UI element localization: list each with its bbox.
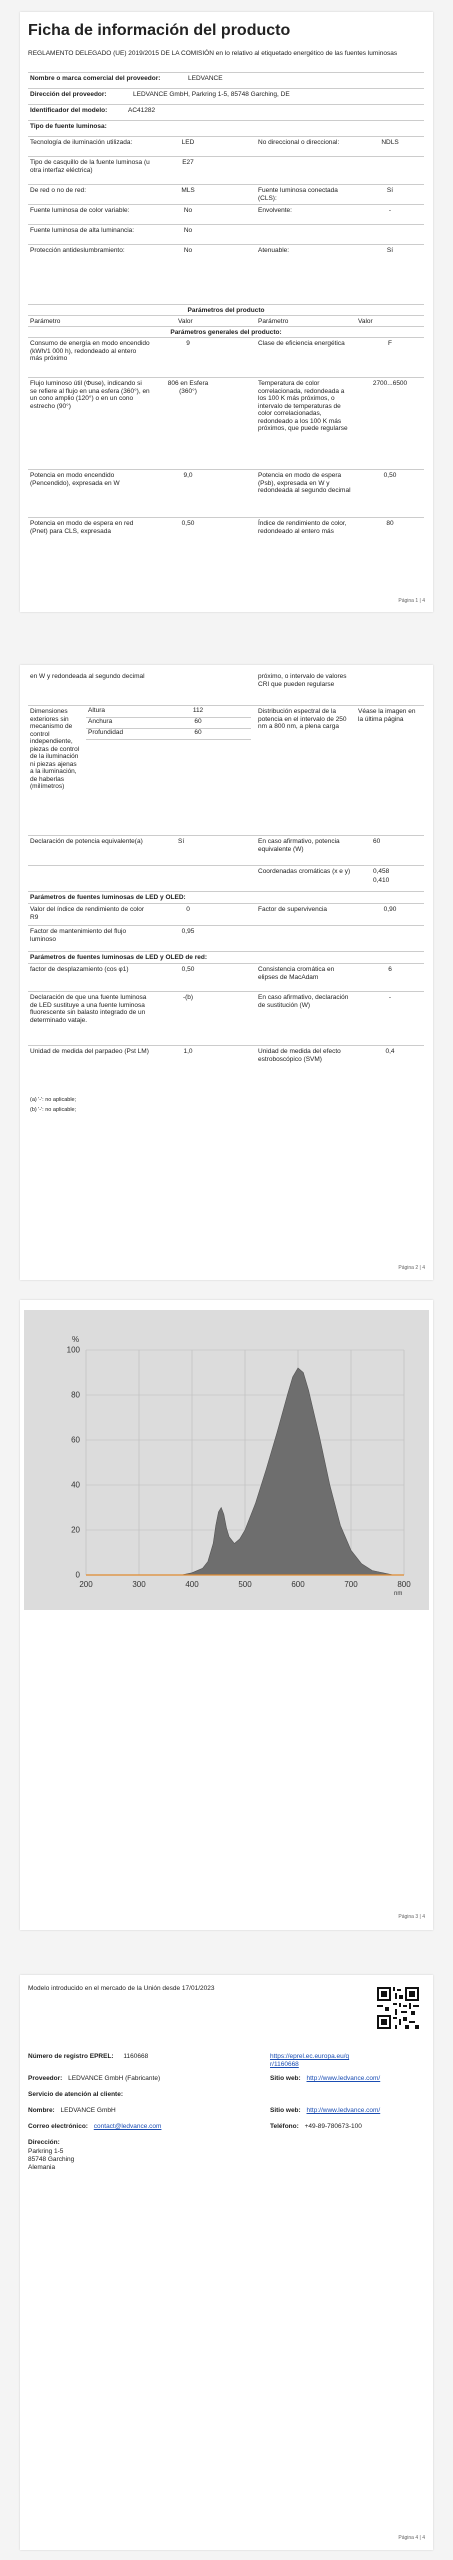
x-tick-label: 700 [344,1580,358,1589]
param-label: En caso afirmativo, declaración de sustitución (W) [258,994,349,1009]
service-website-row [270,2107,380,2114]
table-row [28,136,424,155]
continuation-row [28,671,424,701]
param-value: No [183,227,193,234]
qr-code-icon [375,1985,421,2031]
param-label: Factor de mantenimiento del flujo luminoso [30,928,127,943]
param-label: Valor del índice de rendimiento de color R9 [30,906,145,921]
page-1 [20,12,433,612]
continuation-left: en W y redondeada al segundo decimal [30,673,145,680]
service-website-label: Sitio web: [270,2107,301,2114]
note-b: (b) '-': no aplicable; [30,1107,77,1113]
eprel-row [28,2053,148,2060]
param-label: Unidad de medida del efecto estroboscópico (SVM) [258,1048,341,1063]
page-title: Ficha de información del producto [28,22,291,39]
phone-label: Teléfono: [270,2123,299,2130]
page-number: Página 3 | 4 [398,1914,425,1920]
dimension-name: Anchura [88,718,113,725]
dimension-value: 60 [194,718,202,725]
param-label: Factor de supervivencia [258,906,328,913]
supplier-name-value: LEDVANCE [188,75,223,82]
phone-row [270,2123,362,2130]
service-name-value: LEDVANCE GmbH [60,2107,116,2114]
table-row [28,377,424,468]
param-label: Consumo de energía en modo encendido (kWh/1 000 h), redondeado al entero más próximo [30,340,150,362]
table-row [28,156,424,183]
param-label: Declaración de que una fuente luminosa de LED sustituye a una fuente luminosa fluorescente sin balasto integrado de un determinado vataje. [30,994,147,1024]
param-value: F [388,340,392,347]
model-label: Identificador del modelo: [30,107,108,114]
address-line: 85748 Garching [28,2156,75,2163]
table-row [28,184,424,203]
phone-value: +49-89-780673-100 [304,2123,362,2130]
service-header: Servicio de atención al cliente: [28,2091,124,2098]
chroma-row [28,865,424,888]
table-row [28,517,424,558]
type-header-row [28,120,424,133]
website-link[interactable]: http://www.ledvance.com/ [306,2075,381,2082]
model-row [28,104,424,117]
param-value: No [183,247,193,254]
supplier-name-label: Nombre o marca comercial del proveedor: [30,75,161,82]
supplier-label: Proveedor: [28,2075,63,2082]
email-link[interactable]: contact@ledvance.com [93,2123,162,2130]
table-row [28,903,424,924]
dimensions-row [28,705,424,832]
supplier-value: LEDVANCE GmbH (Fabricante) [68,2075,161,2082]
param-label: Potencia en modo encendido (Pencendido), expresada en W [30,472,120,487]
supplier-address-row [28,88,424,101]
param-value: 0,50 [181,966,195,973]
param-label: Clase de eficiencia energética [258,340,345,347]
supplier-row [28,2075,160,2082]
x-tick-label: 200 [79,1580,93,1589]
x-axis-unit: nm [394,1591,403,1597]
led-mains-header: Parámetros de fuentes luminosas de LED y OLED de red: [30,954,207,961]
x-tick-label: 600 [291,1580,305,1589]
led-mains-header-row [28,951,424,962]
spectral-value: Véase la imagen en la última página [358,708,416,723]
y-tick-label: 0 [75,1570,80,1580]
param-label: Potencia en modo de espera en red (Pnet) para CLS, expresada [30,520,134,535]
equivalent-row [28,835,424,864]
value-col-1: Valor [178,318,193,325]
param-value: 0,50 [181,520,195,527]
param-label: Envolvente: [258,207,292,214]
param-label: Unidad de medida del parpadeo (Pst LM) [30,1048,149,1055]
type-header: Tipo de fuente luminosa: [30,123,107,130]
param-value: 9 [186,340,190,347]
general-header: Parámetros generales del producto: [170,329,282,336]
regulation-text: REGLAMENTO DELEGADO (UE) 2019/2015 DE LA COMISIÓN en lo relativo al etiquetado energético de las fuentes luminosas [28,50,398,57]
page-3 [20,1300,433,1930]
param-value: Sí [386,187,394,194]
param-label: Protección antideslumbramiento: [30,247,125,254]
params-header-row [28,304,424,315]
param-value: - [388,994,392,1001]
market-intro: Modelo introducido en el mercado de la Unión desde 17/01/2023 [28,1985,215,1992]
led-header: Parámetros de fuentes luminosas de LED y OLED: [30,894,186,901]
param-col-1: Parámetro [30,318,61,325]
page-number: Página 1 | 4 [398,598,425,604]
param-label: No direccional o direccional: [258,139,340,146]
param-value: Sí [386,247,394,254]
dimension-name: Profundidad [88,729,124,736]
table-row [28,337,424,376]
x-tick-label: 400 [185,1580,199,1589]
param-value: 9,0 [183,472,193,479]
website-row [270,2075,380,2082]
supplier-address-label: Dirección del proveedor: [30,91,107,98]
equivalent-power-value: 60 [373,838,381,845]
service-name-label: Nombre: [28,2107,55,2114]
x-tick-label: 300 [132,1580,146,1589]
dimension-value: 112 [192,707,204,714]
table-row [28,224,424,243]
continuation-right: próximo, o intervalo de valores CRI que pueden regularse [258,673,347,688]
table-row [28,991,424,1044]
param-label: Fuente luminosa conectada (CLS): [258,187,338,202]
chroma-label: Coordenadas cromáticas (x e y) [258,868,351,875]
y-tick-label: 20 [71,1525,80,1535]
y-tick-label: 100 [66,1345,80,1355]
param-label: Fuente luminosa de alta luminancia: [30,227,135,234]
service-name-row [28,2107,116,2114]
y-tick-label: 60 [71,1435,80,1445]
param-value: -(b) [182,994,194,1001]
spectral-label: Distribución espectral de la potencia en el intervalo de 250 nm a 800 nm, a plena carga [258,708,347,730]
dimensions-label: Dimensiones exteriores sin mecanismo de control independiente, piezas de control de la iluminación ni piezas ajenas a la iluminación, de haberlas (milímetros) [30,708,80,790]
x-tick-label: 800 [397,1580,411,1589]
param-label: Temperatura de color correlacionada, redondeada a los 100 K más próximos, o intervalo de temperaturas de color correlacionadas, redondeado a los 100 K más próximos, que puede regularse [258,380,348,432]
table-row [28,204,424,223]
params-column-header [28,315,424,326]
param-value: 0,50 [383,472,397,479]
eprel-value: 1160668 [123,2053,149,2060]
eprel-label: Número de registro EPREL: [28,2053,114,2060]
param-value: No [183,207,193,214]
email-label: Correo electrónico: [28,2123,88,2130]
supplier-name-row [28,72,424,85]
param-value: 806 en Esfera (360°) [167,380,209,395]
general-header-row [28,326,424,337]
email-row [28,2123,161,2130]
spectral-chart-svg [24,1310,429,1610]
page-2 [20,665,433,1280]
y-axis-unit: % [72,1335,80,1344]
table-row [28,244,424,263]
equivalent-power-label: En caso afirmativo, potencia equivalente (W) [258,838,340,853]
table-row [28,469,424,516]
address-block [28,2148,74,2172]
param-value: 1,0 [183,1048,193,1055]
equivalent-label: Declaración de potencia equivalente(a) [30,838,143,845]
param-label: Atenuable: [258,247,290,254]
param-value: MLS [181,187,195,194]
y-tick-label: 80 [71,1390,80,1400]
param-label: Tecnología de iluminación utilizada: [30,139,133,146]
spectrum-area [181,1368,393,1575]
param-value: E27 [182,159,194,166]
eprel-link[interactable]: https://eprel.ec.europa.eu/qr/1160668 [270,2053,350,2068]
model-value: AC41282 [128,107,156,114]
page-4 [20,1975,433,2550]
param-label: Consistencia cromática en elipses de MacAdam [258,966,335,981]
led-header-row [28,891,424,902]
website-label: Sitio web: [270,2075,301,2082]
chroma-y: 0,410 [373,877,390,884]
param-value: 2700...6500 [372,380,408,387]
spectral-chart [24,1310,429,1610]
param-value: NDLS [381,139,399,146]
param-col-2: Parámetro [258,318,289,325]
param-value: 80 [386,520,394,527]
service-website-link[interactable]: http://www.ledvance.com/ [306,2107,381,2114]
address-line: Parkring 1-5 [28,2148,64,2155]
table-row [28,925,424,946]
chroma-x: 0,458 [373,868,390,875]
y-tick-label: 40 [71,1480,80,1490]
page-number: Página 2 | 4 [398,1265,425,1271]
param-value: 0 [186,906,190,913]
param-label: factor de desplazamiento (cos φ1) [30,966,129,973]
note-a: (a) '-': no aplicable; [30,1097,77,1103]
param-label: Tipo de casquillo de la fuente luminosa (u otra interfaz eléctrica) [30,159,150,174]
table-row [28,1045,424,1072]
params-header: Parámetros del producto [187,307,265,314]
param-value: 0,95 [181,928,195,935]
x-tick-label: 500 [238,1580,252,1589]
param-label: De red o no de red: [30,187,87,194]
param-value: - [388,207,392,214]
value-col-2: Valor [358,318,373,325]
param-label: Índice de rendimiento de color, redondeado al entero más [258,520,347,535]
param-value: LED [181,139,195,146]
address-line: Alemania [28,2164,56,2171]
table-row [28,963,424,990]
supplier-address-value: LEDVANCE GmbH, Parkring 1-5, 85748 Garching, DE [133,91,290,98]
param-value: 6 [388,966,392,973]
dimension-name: Altura [88,707,105,714]
dimension-value: 60 [194,729,202,736]
param-label: Potencia en modo de espera (Psb), expresada en W y redondeada al segundo decimal [258,472,351,494]
param-value: 0,90 [383,906,397,913]
equivalent-value: Sí [178,838,185,845]
address-label: Dirección: [28,2139,60,2146]
param-value: 0,4 [385,1048,395,1055]
param-label: Fuente luminosa de color variable: [30,207,130,214]
param-label: Flujo luminoso útil (Φuse), indicando si se refiere al flujo en una esfera (360°), en un cono amplio (120°) o en un cono estrecho (90°) [30,380,150,410]
page-number: Página 4 | 4 [398,2535,425,2541]
dimension-item [86,728,251,740]
